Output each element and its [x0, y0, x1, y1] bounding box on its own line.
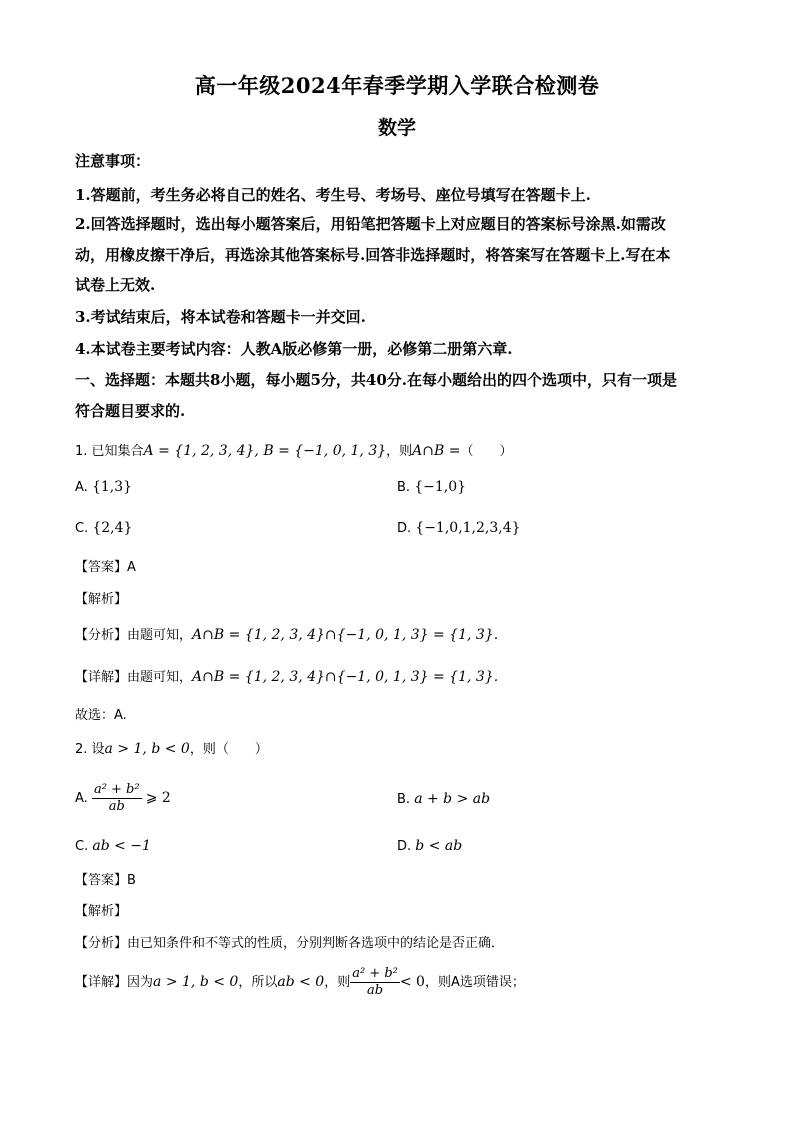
- q2-option-b: [397, 791, 490, 807]
- q2-stem-prefix: 2. 设: [75, 742, 105, 757]
- q2-option-b-label: B.: [397, 792, 411, 807]
- q1-answer-value: A: [127, 560, 136, 575]
- q2-stem: [75, 738, 268, 757]
- note-item-2-end: 试卷上无效.: [75, 276, 156, 294]
- q2-xiangjie-p1: 因为: [127, 975, 154, 990]
- q1-option-d-text: {−1,0,1,2,3,4}: [415, 520, 521, 536]
- q2-xiangjie-fraction: [350, 966, 400, 999]
- q1-option-c-text: {2,4}: [92, 520, 133, 536]
- q1-option-d-label: D.: [397, 521, 412, 536]
- q1-answer-tag: 【答案】: [75, 560, 128, 575]
- q1-option-a: [75, 479, 132, 495]
- q2-xiangjie-p3: ，则: [324, 975, 351, 990]
- exam-title: 高一年级2024年春季学期入学联合检测卷: [194, 73, 600, 98]
- q1-xiangjie-math: A∩B = {1, 2, 3, 4}∩{−1, 0, 1, 3} = {1, 3}.: [192, 669, 499, 685]
- note-item-3: 3.考试结束后，将本试卷和答题卡一并交回.: [75, 308, 366, 326]
- note-item-2-cont: 动，用橡皮擦干净后，再选涂其他答案标号.回答非选择题时，将答案写在答题卡上.写在本: [75, 246, 671, 264]
- q1-xiangjie-text: 由题可知，: [127, 670, 193, 685]
- q2-option-c-text: ab < −1: [92, 838, 151, 854]
- q2-answer: [75, 869, 136, 888]
- note-item-2: 2.回答选择题时，选出每小题答案后，用铅笔把答题卡上对应题目的答案标号涂黑.如需改: [75, 215, 666, 233]
- q1-stem-op: A∩B =: [412, 443, 461, 459]
- q1-option-b-text: {−1,0}: [414, 479, 467, 495]
- q1-answer: [75, 556, 136, 575]
- q2-option-a-denominator: ab: [108, 799, 125, 814]
- q1-option-b: [397, 479, 466, 495]
- q2-xiangjie-m1: a > 1, b < 0: [153, 974, 239, 990]
- note-item-1: 1.答题前，考生务必将自己的姓名、考生号、考场号、座位号填写在答题卡上.: [75, 186, 591, 204]
- q1-option-c: [75, 520, 132, 536]
- q2-fenxi-tag: 【分析】: [75, 936, 128, 951]
- q2-answer-tag: 【答案】: [75, 873, 128, 888]
- q1-fenxi-tag: 【分析】: [75, 628, 128, 643]
- q2-option-a: [75, 782, 171, 815]
- notes-heading: 注意事项：: [75, 152, 151, 170]
- q2-option-c-label: C.: [75, 839, 89, 854]
- q1-fenxi-math: A∩B = {1, 2, 3, 4}∩{−1, 0, 1, 3} = {1, 3}.: [192, 627, 499, 643]
- q2-analysis-tag: 【解析】: [75, 904, 128, 919]
- note-item-4: 4.本试卷主要考试内容：人教A版必修第一册，必修第二册第六章.: [75, 340, 513, 358]
- q1-option-a-label: A.: [75, 480, 88, 495]
- q2-option-a-label: A.: [75, 791, 88, 806]
- q1-stem: [75, 440, 512, 459]
- q2-xiangjie-p2: ，所以: [238, 975, 278, 990]
- q2-option-d: [397, 838, 462, 854]
- q2-fenxi: [75, 932, 504, 951]
- q1-stem-sets: A = {1, 2, 3, 4}, B = {−1, 0, 1, 3}: [143, 443, 387, 459]
- q2-xiangjie-tag: 【详解】: [75, 975, 128, 990]
- q2-stem-cond: a > 1, b < 0: [104, 741, 190, 757]
- q1-stem-suffix: （ ）: [460, 444, 513, 459]
- q1-conclusion: 故选：A.: [75, 708, 127, 723]
- q2-option-d-label: D.: [397, 839, 412, 854]
- q2-fenxi-text: 由已知条件和不等式的性质，分别判断各选项中的结论是否正确．: [127, 936, 505, 951]
- q2-xiangjie-p4: ，则A选项错误；: [424, 975, 525, 990]
- q2-xiangjie: [75, 966, 525, 999]
- q1-xiangjie: [75, 666, 498, 685]
- section-heading: 一、选择题：本题共8小题，每小题5分，共40分.在每小题给出的四个选项中，只有一项是: [75, 371, 677, 389]
- q1-option-b-label: B.: [397, 480, 411, 495]
- q2-xiangjie-m3: < 0: [399, 974, 425, 990]
- q1-option-a-text: {1,3}: [91, 479, 133, 495]
- section-heading-cont: 符合题目要求的.: [75, 402, 186, 420]
- exam-subject: 数学: [377, 117, 416, 139]
- q1-stem-mid: ，则: [386, 444, 413, 459]
- q1-analysis-tag: 【解析】: [75, 592, 128, 607]
- q2-stem-suffix: ，则（ ）: [189, 742, 268, 757]
- q2-xiangjie-m2: ab < 0: [277, 974, 325, 990]
- q1-fenxi-text: 由题可知，: [127, 628, 193, 643]
- q2-option-d-text: b < ab: [415, 838, 463, 854]
- q1-stem-prefix: 1. 已知集合: [75, 444, 144, 459]
- q2-xiangjie-denominator: ab: [367, 983, 384, 998]
- q2-answer-value: B: [127, 873, 136, 888]
- q1-fenxi: [75, 624, 498, 643]
- q1-option-c-label: C.: [75, 521, 89, 536]
- q2-option-c: [75, 838, 151, 854]
- q2-xiangjie-numerator: a² + b²: [352, 966, 398, 981]
- q1-option-d: [397, 520, 521, 536]
- q2-option-a-relation: ⩾ 2: [145, 790, 171, 806]
- q2-option-b-text: a + b > ab: [414, 791, 491, 807]
- q1-xiangjie-tag: 【详解】: [75, 670, 128, 685]
- q2-option-a-fraction: [92, 782, 142, 815]
- q2-option-a-numerator: a² + b²: [93, 782, 140, 797]
